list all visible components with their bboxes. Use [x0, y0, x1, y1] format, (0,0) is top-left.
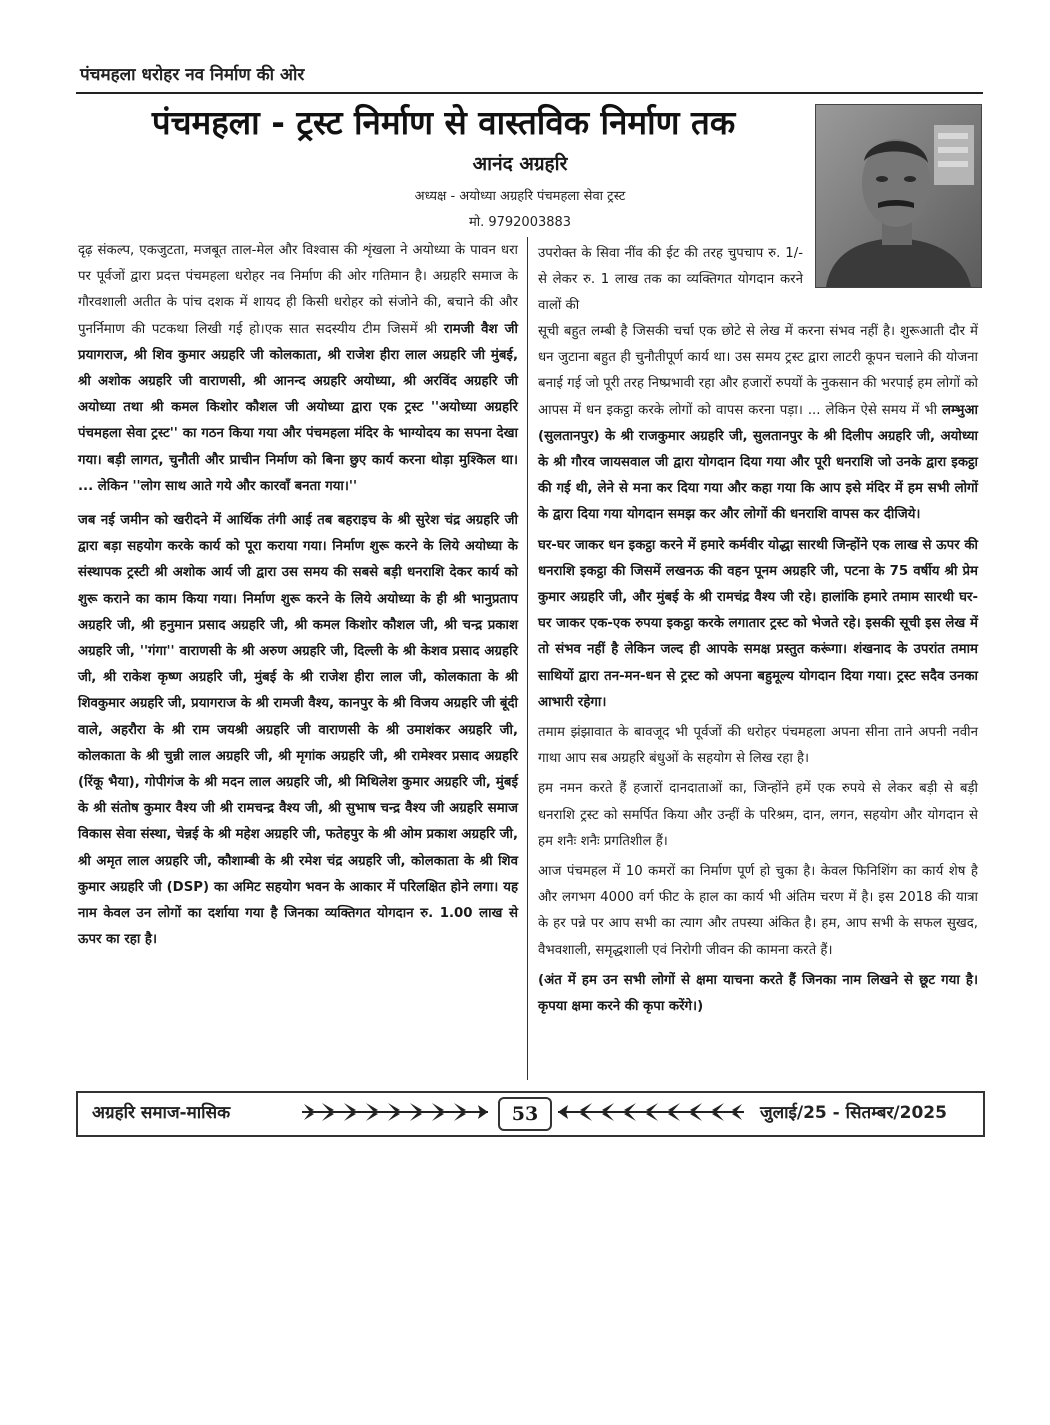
right-paragraph-2: घर-घर जाकर धन इकट्ठा करने में हमारे कर्मवीर योद्धा सारथी जिन्होंने एक लाख से ऊपर की धनराशि इकट्ठा की जिसमें लखनऊ की वहन पूनम अग्रहरि जी, पटना के 75 वर्षीय श्री प्रेम कुमार अग्रहरि जी, और मुंबई के श्री रामचंद्र वैश्य जी रहे। हालांकि हमारे तमाम सारथी घर-घर जाकर एक-एक रुपया इकट्ठा करके लगातार ट्रस्ट को भेजते रहे। इसकी सूची इस लेख में तो संभव नहीं है लेकिन जल्द ही आपके समक्ष प्रस्तुत करूंगा। शंखनाद के उपरांत तमाम साथियों द्वारा तन-मन-धन से ट्रस्ट को अपना बहुमूल्य योगदान दिया गया। ट्रस्ट सदैव उनका आभारी रहेगा। — [538, 537, 978, 710]
leaf-ornament-right-icon — [556, 1099, 746, 1125]
right-column-top — [538, 241, 803, 320]
right-paragraph-1-middle: सूची बहुत लम्बी है जिसकी चर्चा एक छोटे से लेख में करना संभव नहीं है। शुरूआती दौर में धन जुटाना बहुत ही चुनौतीपूर्ण कार्य था। उस समय ट्रस्ट द्वारा लाटरी कूपन चलाने की योजना बनाई गई जो पूरी तरह निष्प्रभावी रहा और हजारों रुपयों के नुकसान की भरपाई हम लोगों को आपस में धन इकट्ठा करके लोगों को वापस करना पड़ा। ... लेकिन ऐसे समय में भी — [538, 324, 979, 418]
footer-issue-date: जुलाई/25 - सितम्बर/2025 — [760, 1103, 947, 1123]
left-paragraph-1 — [78, 238, 518, 500]
right-paragraph-3: तमाम झंझावात के बावजूद भी पूर्वजों की धरोहर पंचमहला अपना सीना ताने अपनी नवीन गाथा आप सब अग्रहरि बंधुओं के सहयोग से लिख रहा है। — [538, 725, 978, 767]
author-photo — [815, 104, 982, 288]
column-divider — [527, 237, 528, 1080]
left-paragraph-1-intro: दृढ़ संकल्प, एकजुटता, मजबूत ताल-मेल और विश्वास की शृंखला ने अयोध्या के पावन धरा पर पूर्वजों द्वारा प्रदत्त पंचमहला धरोहर नव निर्माण की ओर गतिमान है। अग्रहरि समाज के गौरवशाली अतीत के पांच दशक में शायद ही किसी धरोहर को संजोने की, बचाने की और पुनर्निमाण की पटकथा लिखी गई हो।एक सात सदस्यीय टीम जिसमें श्री — [78, 243, 518, 337]
leaf-ornament-left-icon — [300, 1099, 490, 1125]
left-column — [78, 238, 518, 953]
right-paragraph-1 — [538, 319, 978, 529]
article-title: पंचमहला - ट्रस्ट निर्माण से वास्तविक निर्माण तक — [151, 103, 736, 142]
footer-magazine-name: अग्रहरि समाज-मासिक — [92, 1103, 231, 1123]
right-paragraph-4: हम नमन करते हैं हजारों दानदाताओं का, जिन्होंने हमें एक रुपये से लेकर बड़ी से बड़ी धनराशि ट्रस्ट को समर्पित किया और उन्हीं के परिश्रम, दान, लगन, सहयोग और योगदान से हम शनैः शनैः प्रगतिशील हैं। — [538, 781, 979, 849]
left-paragraph-2: जब नई जमीन को खरीदने में आर्थिक तंगी आई तब बहराइच के श्री सुरेश चंद्र अग्रहरि जी द्वारा बड़ा सहयोग करके कार्य को पूरा कराया गया। निर्माण शुरू करने के लिये अयोध्या के संस्थापक ट्रस्टी श्री अशोक आर्य जी द्वारा उस समय की सबसे बड़ी धनराशि देकर कार्य को शुरू कराने का काम किया गया। निर्माण शुरू करने के लिये अयोध्या के ही श्री भानुप्रताप अग्रहरि जी, श्री हनुमान प्रसाद अग्रहरि जी, श्री कमल किशोर कौशल जी, श्री चन्द्र प्रकाश अग्रहरि जी, ''गंगा'' वाराणसी के श्री अरुण अग्रहरि जी, दिल्ली के श्री केशव प्रसाद अग्रहरि जी, श्री राकेश कृष्ण अग्रहरि जी, मुंबई के श्री राजेश हीरा लाल जी, कोलकाता के श्री शिवकुमार अग्रहरि जी, प्रयागराज के श्री रामजी वैश्य, कानपुर के श्री विजय अग्रहरि जी बूंदी वाले, अहरौरा के श्री राम जयश्री अग्रहरि जी वाराणसी के श्री उमाशंकर अग्रहरि जी, कोलकाता के श्री चुन्नी लाल अग्रहरि जी, श्री मृगांक अग्रहरि जी, श्री रामेश्वर प्रसाद अग्रहरि (रिंकू भैया), गोपीगंज के श्री मदन लाल अग्रहरि जी, श्री मिथिलेश कुमार अग्रहरि जी, मुंबई के श्री संतोष कुमार वैश्य जी श्री रामचन्द्र वैश्य जी, श्री सुभाष चन्द्र वैश्य जी अग्रहरि समाज विकास सेवा संस्था, चेन्नई के श्री महेश अग्रहरि जी, फतेहपुर के श्री ओम प्रकाश अग्रहरि जी, श्री अमृत लाल अग्रहरि जी, कौशाम्बी के श्री रमेश चंद्र अग्रहरि जी, कोलकाता के श्री शिव कुमार अग्रहरि जी (DSP) का अमिट सहयोग भवन के आकार में परिलक्षित होने लगा। यह नाम केवल उन लोगों का दर्शाया गया है जिनका व्यक्तिगत योगदान रु. 1.00 लाख से ऊपर का रहा है। — [78, 513, 519, 948]
author-mobile: मो. 9792003883 — [468, 215, 572, 230]
right-column — [538, 319, 978, 1020]
left-paragraph-1-trustees: रामजी वैश जी प्रयागराज, श्री शिव कुमार अग्रहरि जी कोलकाता, श्री राजेश हीरा लाल अग्रहरि जी मुंबई, श्री अशोक अग्रहरि जी वाराणसी, श्री आनन्द अग्रहरि अयोध्या, श्री अरविंद अग्रहरि जी अयोध्या तथा श्री कमल किशोर कौशल जी अयोध्या द्वारा एक ट्रस्ट ''अयोध्या अग्रहरि पंचमहला सेवा ट्रस्ट'' का गठन किया गया और पंचमहला मंदिर के भाग्योदय का सपना देखा गया। बड़ी लागत, चुनौती और प्राचीन निर्माण को बिना छुए कार्य करना थोड़ा मुश्किल था। ... लेकिन ''लोग साथ आते गये और कारवाँ बनता गया।'' — [78, 321, 518, 494]
header-rule — [76, 92, 983, 94]
right-paragraph-6: (अंत में हम उन सभी लोगों से क्षमा याचना करते हैं जिनका नाम लिखने से छूट गया है। कृपया क्षमा करने की कृपा करेंगे।) — [538, 972, 978, 1015]
page-number: 53 — [498, 1097, 552, 1131]
author-portrait-image — [816, 105, 981, 287]
right-paragraph-1-donors: लम्भुआ (सुलतानपुर) के श्री राजकुमार अग्रहरि जी, सुलतानपुर के श्री दिलीप अग्रहरि जी, अयोध्या के श्री गौरव जायसवाल जी द्वारा योगदान दिया गया और पूरी धनराशि जो उनके द्वारा इकट्ठा की गई थी, लेने से मना कर दिया गया और कहा गया कि आप इसे मंदिर में हम सभी लोगों के द्वारा दिया गया योगदान समझ कर और लोगों की धनराशि वापस कर दीजिये। — [538, 402, 978, 523]
running-head: पंचमहला धरोहर नव निर्माण की ओर — [80, 65, 305, 85]
author-name: आनंद अग्रहरि — [472, 153, 568, 175]
right-paragraph-1-start: उपरोक्त के सिवा नींव की ईट की तरह चुपचाप रु. 1/- से लेकर रु. 1 लाख तक का व्यक्तिगत योगदान करने वालों की — [538, 246, 803, 314]
author-role: अध्यक्ष - अयोध्या अग्रहरि पंचमहला सेवा ट्रस्ट — [414, 189, 626, 204]
right-paragraph-5: आज पंचमहल में 10 कमरों का निर्माण पूर्ण हो चुका है। केवल फिनिशिंग का कार्य शेष है और लगभग 4000 वर्ग फीट के हाल का कार्य भी अंतिम चरण में है। इस 2018 की यात्रा के हर पन्ने पर आप सभी का त्याग और तपस्या अंकित है। हम, आप सभी के सफल सुखद, वैभवशाली, समृद्धशाली एवं निरोगी जीवन की कामना करते हैं। — [538, 864, 978, 958]
